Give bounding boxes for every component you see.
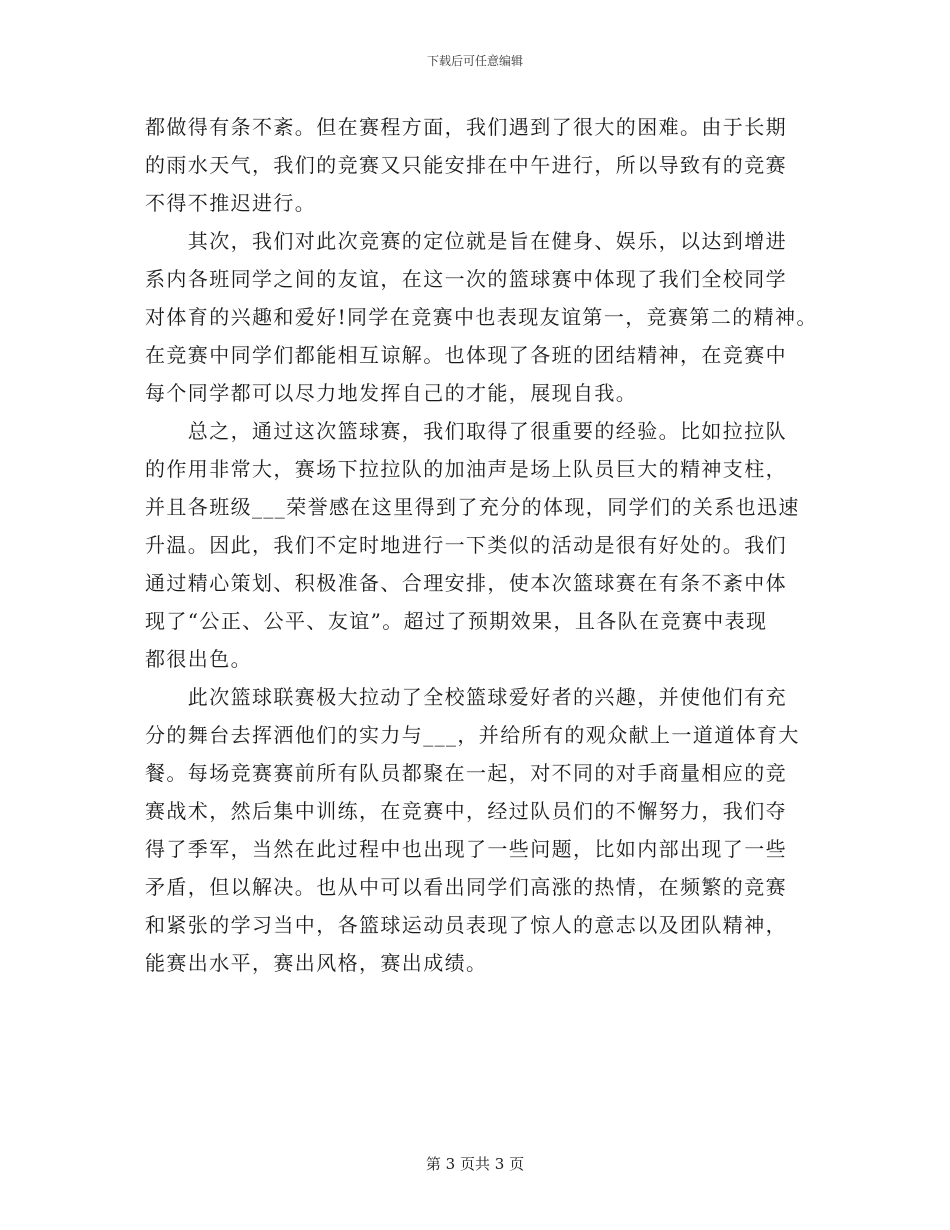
page-number: 第 3 页共 3 页 (425, 1155, 525, 1173)
body-line: 能赛出水平，赛出风格，赛出成绩。 (145, 951, 488, 975)
page-header (0, 52, 950, 69)
body-line: 通过精心策划、积极准备、合理安排，使本次篮球赛在有条不紊中体 (145, 571, 787, 595)
body-line: 对体育的兴趣和爱好!同学在竞赛中也表现友谊第一，竞赛第二的精神。 (145, 305, 818, 329)
body-line: 总之，通过这次篮球赛，我们取得了很重要的经验。比如拉拉队 (145, 419, 787, 443)
document-body (145, 108, 835, 982)
body-line: 并且各班级___荣誉感在这里得到了充分的体现，同学们的关系也迅速 (145, 495, 800, 519)
body-line: 和紧张的学习当中，各篮球运动员表现了惊人的意志以及团队精神， (145, 913, 787, 937)
body-line: 分的舞台去挥洒他们的实力与___，并给所有的观众献上一道道体育大 (145, 723, 800, 747)
body-line: 其次，我们对此次竞赛的定位就是旨在健身、娱乐，以达到增进 (145, 229, 787, 253)
body-line: 此次篮球联赛极大拉动了全校篮球爱好者的兴趣，并使他们有充 (145, 685, 787, 709)
body-line: 不得不推迟进行。 (145, 191, 317, 215)
body-line: 每个同学都可以尽力地发挥自己的才能，展现自我。 (145, 381, 638, 405)
body-line: 得了季军，当然在此过程中也出现了一些问题，比如内部出现了一些 (145, 837, 787, 861)
body-line: 的雨水天气，我们的竞赛又只能安排在中午进行，所以导致有的竞赛 (145, 153, 787, 177)
body-line: 都做得有条不紊。但在赛程方面，我们遇到了很大的困难。由于长期 (145, 115, 787, 139)
body-line: 升温。因此，我们不定时地进行一下类似的活动是很有好处的。我们 (145, 533, 787, 557)
body-line: 现了“公正、公平、友谊”。超过了预期效果，且各队在竞赛中表现 (145, 609, 768, 633)
body-line: 矛盾，但以解决。也从中可以看出同学们高涨的热情，在频繁的竞赛 (145, 875, 787, 899)
body-line: 赛战术，然后集中训练，在竞赛中，经过队员们的不懈努力，我们夺 (145, 799, 787, 823)
header-text: 下载后可任意编辑 (426, 54, 523, 68)
body-line: 的作用非常大，赛场下拉拉队的加油声是场上队员巨大的精神支柱， (145, 457, 787, 481)
page-footer (0, 1153, 950, 1174)
body-line: 都很出色。 (145, 647, 252, 671)
body-line: 在竞赛中同学们都能相互谅解。也体现了各班的团结精神，在竞赛中 (145, 343, 787, 367)
body-line: 餐。每场竞赛赛前所有队员都聚在一起，对不同的对手商量相应的竞 (145, 761, 787, 785)
body-line: 系内各班同学之间的友谊，在这一次的篮球赛中体现了我们全校同学 (145, 267, 787, 291)
